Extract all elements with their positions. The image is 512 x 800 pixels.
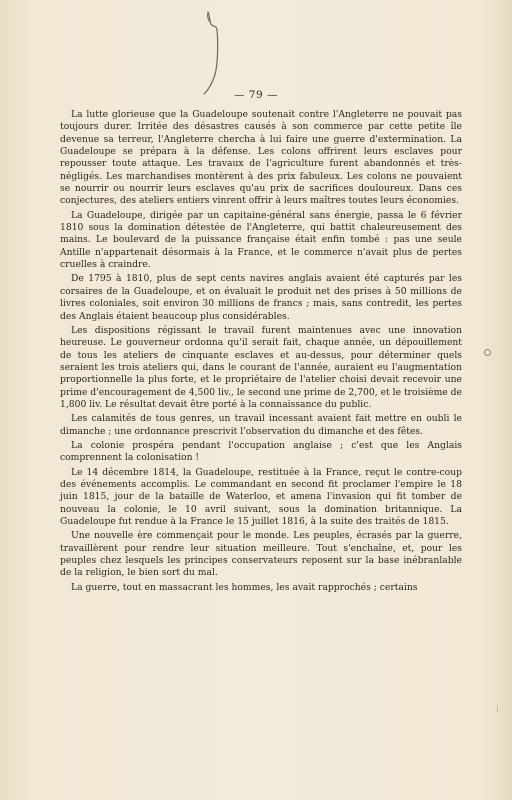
paragraph: La lutte glorieuse que la Guadeloupe soutenait contre l'Angleterre ne pouvait pas toujours durer. Irritée des désastres causés à son commerce par cette petite île devenue sa terreur, l'Angleterre chercha à lui faire une guerre d'extermination. La Guadeloupe se prépara à la défense. Les colons offrirent leurs esclaves pour repousser toute attaque. Les travaux de l'agriculture furent abandonnés et très-négligés. Les marchandises montèrent à des prix fabuleux. Les colons ne pouvaient se nourrir ou nourrir leurs esclaves qu'au prix de sacrifices douloureux. Dans ces conjectures, des ateliers entiers vinrent offrir à leurs maîtres toutes leurs économies. bbox=[60, 109, 462, 207]
paragraph: Le 14 décembre 1814, la Guadeloupe, restituée à la France, reçut le contre-coup des événements accomplis. Le commandant en second fit proclamer l'empire le 18 juin 1815, jour de la bataille de Waterloo, et amena l'invasion qui fit tomber de nouveau la colonie, le 10 avril suivant, sous la domination britannique. La Guadeloupe fut rendue à la France le 15 juillet 1816, à la suite des traités de 1815. bbox=[60, 466, 462, 527]
body-text bbox=[60, 109, 462, 596]
paragraph: La Guadeloupe, dirigée par un capitaine-général sans énergie, passa le 6 février 1810 sous la domination détestée de l'Angleterre, qui battit chaleureusement des mains. Le boulevard de la puissance française était enfin tombé : pas une seule Antille n'appartenait désormais à la France, et le commerce n'avait plus de pertes cruelles à craindre. bbox=[60, 209, 462, 271]
paragraph: Les dispositions régissant le travail furent maintenues avec une innovation heureuse. Le gouverneur ordonna qu'il serait fait, chaque année, un dépouillement de tous les ateliers de cinquante esclaves et au-dessus, pour déterminer quels seraient les trois ateliers qui, dans le courant de l'année, auraient eu l'augmentation proportionnelle la plus forte, et le propriétaire de l'atelier choisi devait recevoir une prime d'encouragement de 4,500 liv., le second une prime de 2,700, et le troisième de 1,800 liv. Le résultat devait être porté à la connaissance du public. bbox=[60, 324, 462, 410]
edge-stain-mark: ⁝ bbox=[496, 705, 499, 715]
paragraph: La colonie prospéra pendant l'occupation anglaise ; c'est que les Anglais comprennent la colonisation ! bbox=[60, 439, 462, 464]
binding-hole-mark bbox=[484, 349, 491, 356]
pencil-mark bbox=[196, 10, 226, 96]
paragraph: La guerre, tout en massacrant les hommes, les avait rapprochés ; certains bbox=[71, 581, 418, 593]
paragraph: Les calamités de tous genres, un travail incessant avaient fait mettre en oubli le dimanche ; une ordonnance prescrivit l'observation du dimanche et des fêtes. bbox=[60, 413, 462, 437]
page-number: — 79 — bbox=[233, 89, 279, 101]
paragraph: Une nouvelle ère commençait pour le monde. Les peuples, écrasés par la guerre, travaillèrent pour rendre leur situation meilleure. Tout s'enchaîne, et, pour les peuples chez lesquels les principes conservateurs reposent sur la base inébranlable de la religion, le bien sort du mal. bbox=[60, 530, 462, 579]
paragraph: De 1795 à 1810, plus de sept cents navires anglais avaient été capturés par les corsaires de la Guadeloupe, et on évaluait le produit net des prises à 50 millions de livres coloniales, soit environ 30 millions de francs ; mais, sans contredit, les pertes des Anglais étaient beaucoup plus considérables. bbox=[60, 273, 462, 322]
